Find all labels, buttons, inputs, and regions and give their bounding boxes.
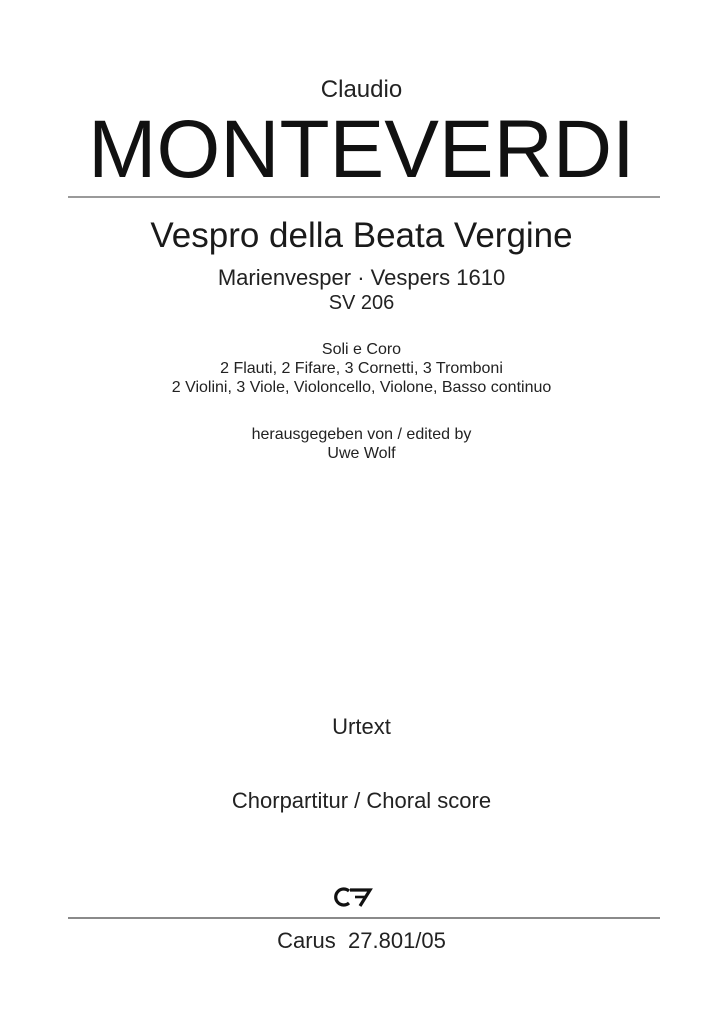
editor-label: herausgegeben von / edited by (251, 426, 472, 443)
scoring-line: Soli e Coro (321, 341, 402, 358)
catalog-number: SV 206 (328, 292, 395, 314)
scoring-line: 2 Flauti, 2 Fifare, 3 Cornetti, 3 Tromboni (220, 360, 503, 377)
editor-block (0, 425, 723, 463)
publisher-number: Carus 27.801/05 (277, 928, 446, 953)
bottom-divider (68, 917, 660, 919)
work-title: Vespro della Beata Vergine (150, 216, 573, 255)
top-divider (68, 196, 660, 198)
composer-first-name: Claudio (320, 76, 403, 103)
editor-name: Uwe Wolf (327, 445, 396, 462)
edition-type: Chorpartitur / Choral score (231, 788, 492, 813)
scoring-block (0, 340, 723, 397)
carus-logo-icon (333, 886, 373, 908)
urtext-label: Urtext (332, 714, 391, 739)
work-subtitle: Marienvesper · Vespers 1610 (217, 265, 506, 290)
composer-last-name: MONTEVERDI (88, 104, 635, 195)
scoring-line: 2 Violini, 3 Viole, Violoncello, Violone, Basso continuo (171, 379, 552, 396)
